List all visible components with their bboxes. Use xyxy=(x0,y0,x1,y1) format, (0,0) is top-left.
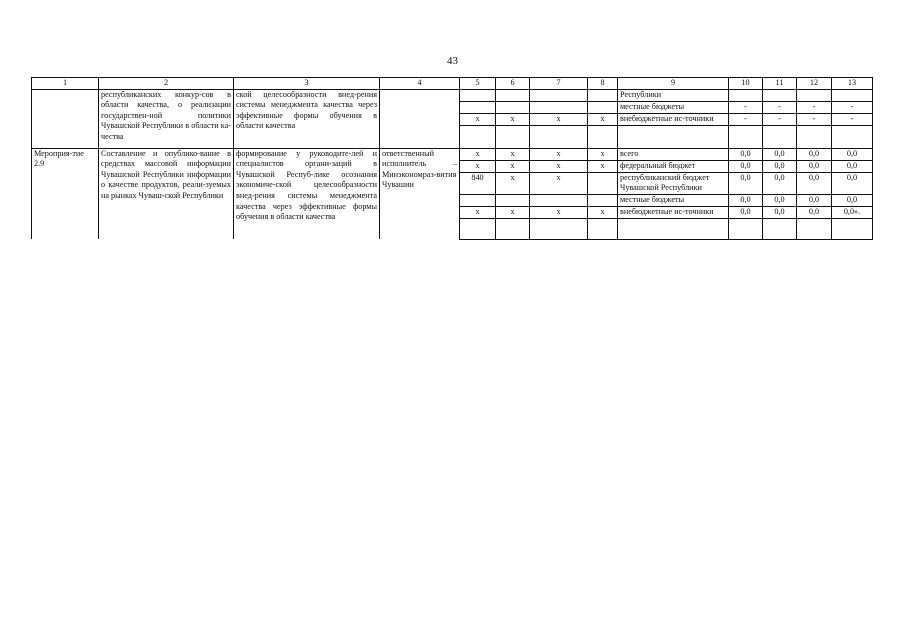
amount-cell: 0,0 xyxy=(729,206,763,218)
amount-cell: 0,0 xyxy=(763,172,797,194)
page-number: 43 xyxy=(447,55,458,67)
budget-code-cell: x xyxy=(530,160,588,172)
empty-cell xyxy=(530,125,588,148)
goal-cell: ской целесообразности внед-рения системы менеджмента качества через эффективные формы обучения в области качества xyxy=(234,89,380,148)
header-cell: 10 xyxy=(729,78,763,90)
budget-code-cell xyxy=(496,89,530,101)
budget-code-cell: x xyxy=(530,206,588,218)
budget-code-cell xyxy=(588,194,618,206)
budget-code-cell xyxy=(530,101,588,113)
budget-code-cell xyxy=(460,101,496,113)
funding-source-cell: местные бюджеты xyxy=(618,194,729,206)
header-cell: 7 xyxy=(530,78,588,90)
amount-cell: 0,0 xyxy=(832,160,873,172)
budget-code-cell xyxy=(460,89,496,101)
empty-cell xyxy=(530,218,588,239)
activity-name-cell: Составление и опублико-вание в средствах массовой информации Чувашской Республики информации о качестве продуктов, реали-зуемых на рынках Чуваш-ской Республики xyxy=(99,148,234,239)
budget-code-cell: x xyxy=(496,113,530,125)
amount-cell: - xyxy=(832,101,873,113)
budget-code-cell: x xyxy=(496,172,530,194)
empty-cell xyxy=(763,125,797,148)
amount-cell xyxy=(729,89,763,101)
budget-code-cell: x xyxy=(588,148,618,160)
activity-id-cell xyxy=(32,89,99,148)
amount-cell: - xyxy=(797,101,832,113)
budget-code-cell: x xyxy=(460,206,496,218)
empty-cell xyxy=(496,125,530,148)
empty-cell xyxy=(797,125,832,148)
goal-cell: формирование у руководите-лей и специалистов органи-заций в Чувашской Респуб-лике осознания экономиче-ской целесообразности внед-рения системы менеджмента качества через эффективные формы обучения в области качества xyxy=(234,148,380,239)
budget-code-cell xyxy=(460,194,496,206)
amount-cell: 0,0 xyxy=(832,194,873,206)
budget-code-cell xyxy=(588,101,618,113)
empty-cell xyxy=(460,218,496,239)
amount-cell: 0,0 xyxy=(729,172,763,194)
header-cell: 3 xyxy=(234,78,380,90)
header-cell: 5 xyxy=(460,78,496,90)
executor-cell: ответственный исполнитель – Минэкономраз-вития Чувашии xyxy=(380,148,460,239)
empty-cell xyxy=(729,218,763,239)
budget-code-cell: x xyxy=(496,148,530,160)
funding-source-cell: внебюджетные ис-точники xyxy=(618,113,729,125)
amount-cell xyxy=(763,89,797,101)
amount-cell: - xyxy=(832,113,873,125)
empty-cell xyxy=(832,125,873,148)
funding-source-cell: федеральный бюджет xyxy=(618,160,729,172)
table-row xyxy=(32,89,873,101)
program-table xyxy=(31,77,873,240)
amount-cell: 0,0». xyxy=(832,206,873,218)
amount-cell: 0,0 xyxy=(763,148,797,160)
amount-cell: 0,0 xyxy=(797,194,832,206)
funding-source-cell: всего xyxy=(618,148,729,160)
amount-cell: 0,0 xyxy=(763,206,797,218)
amount-cell: - xyxy=(763,101,797,113)
empty-cell xyxy=(763,218,797,239)
budget-code-cell: x xyxy=(460,148,496,160)
header-cell: 4 xyxy=(380,78,460,90)
amount-cell: 0,0 xyxy=(832,172,873,194)
empty-cell xyxy=(588,125,618,148)
budget-code-cell: x xyxy=(496,160,530,172)
budget-code-cell xyxy=(588,172,618,194)
table-row xyxy=(32,148,873,160)
header-cell: 2 xyxy=(99,78,234,90)
budget-code-cell: x xyxy=(588,206,618,218)
budget-code-cell: 840 xyxy=(460,172,496,194)
amount-cell: 0,0 xyxy=(763,160,797,172)
budget-code-cell: x xyxy=(588,113,618,125)
empty-cell xyxy=(618,218,729,239)
funding-source-cell: местные бюджеты xyxy=(618,101,729,113)
header-cell: 13 xyxy=(832,78,873,90)
amount-cell: 0,0 xyxy=(832,148,873,160)
budget-code-cell: x xyxy=(530,172,588,194)
budget-code-cell xyxy=(530,89,588,101)
amount-cell: 0,0 xyxy=(729,148,763,160)
header-cell: 11 xyxy=(763,78,797,90)
budget-code-cell xyxy=(530,194,588,206)
empty-cell xyxy=(618,125,729,148)
amount-cell: 0,0 xyxy=(797,148,832,160)
amount-cell: 0,0 xyxy=(797,172,832,194)
amount-cell: 0,0 xyxy=(763,194,797,206)
budget-code-cell xyxy=(588,89,618,101)
empty-cell xyxy=(832,218,873,239)
budget-code-cell: x xyxy=(460,113,496,125)
empty-cell xyxy=(496,218,530,239)
header-cell: 6 xyxy=(496,78,530,90)
budget-code-cell: x xyxy=(496,206,530,218)
amount-cell: - xyxy=(797,113,832,125)
empty-cell xyxy=(460,125,496,148)
funding-source-cell: внебюджетные ис-точники xyxy=(618,206,729,218)
amount-cell: 0,0 xyxy=(797,160,832,172)
budget-code-cell: x xyxy=(530,113,588,125)
amount-cell: - xyxy=(729,101,763,113)
amount-cell: - xyxy=(729,113,763,125)
funding-source-cell: Республики xyxy=(618,89,729,101)
budget-code-cell: x xyxy=(460,160,496,172)
activity-name-cell: республиканских конкур-сов в области качества, о реализации государствен-ной политики Чувашской Республики в области ка-чества xyxy=(99,89,234,148)
header-cell: 9 xyxy=(618,78,729,90)
amount-cell: 0,0 xyxy=(797,206,832,218)
amount-cell xyxy=(797,89,832,101)
header-cell: 1 xyxy=(32,78,99,90)
amount-cell xyxy=(832,89,873,101)
amount-cell: - xyxy=(763,113,797,125)
empty-cell xyxy=(729,125,763,148)
empty-cell xyxy=(588,218,618,239)
funding-source-cell: республиканский бюджет Чувашской Республики xyxy=(618,172,729,194)
empty-cell xyxy=(797,218,832,239)
amount-cell: 0,0 xyxy=(729,160,763,172)
budget-code-cell xyxy=(496,101,530,113)
budget-code-cell: x xyxy=(530,148,588,160)
budget-code-cell xyxy=(496,194,530,206)
executor-cell xyxy=(380,89,460,148)
header-cell: 8 xyxy=(588,78,618,90)
activity-id-cell: Мероприя-тие 2.9 xyxy=(32,148,99,239)
budget-code-cell: x xyxy=(588,160,618,172)
header-cell: 12 xyxy=(797,78,832,90)
amount-cell: 0,0 xyxy=(729,194,763,206)
header-row xyxy=(32,78,873,90)
